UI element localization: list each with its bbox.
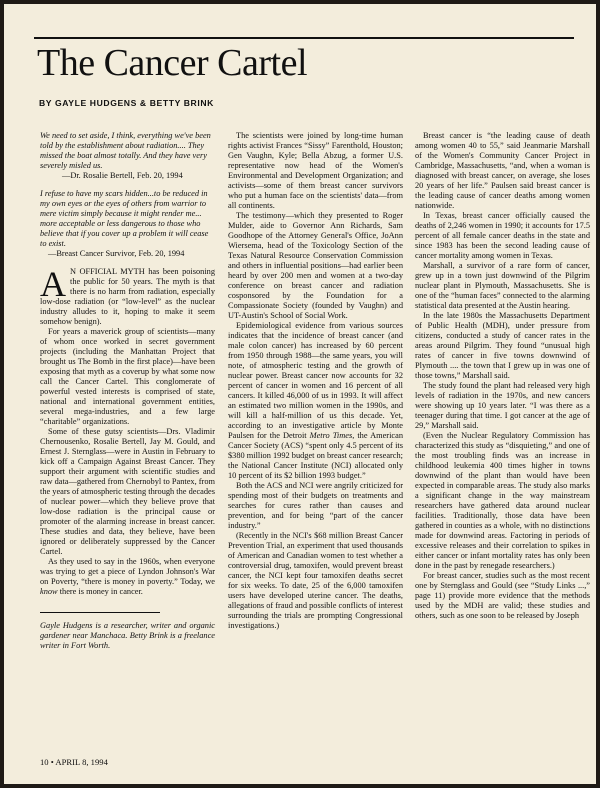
body-paragraph: Both the ACS and NCI were angrily criticized for spending most of their budgets on treatments and searches for cures rather than causes and prevention, and for being “part of the cancer industry.” xyxy=(228,481,403,530)
column-1 xyxy=(40,131,215,651)
body-paragraph: The study found the plant had released very high levels of radiation in the 1970s, and new cancers were showing up 10 years later. “I was there as a teenager during that time. I got cancer at the age of 29,” Marshall said. xyxy=(415,381,590,430)
column-3 xyxy=(415,131,590,621)
drop-cap: A xyxy=(40,264,66,304)
epigraph-attribution: —Breast Cancer Survivor, Feb. 20, 1994 xyxy=(48,249,185,258)
body-paragraph: (Even the Nuclear Regulatory Commission has characterized this study as “disquieting,” and one of the most troubling finds was an increase in childhood leukemia 400 times higher in towns downwind of the plant than would have been expected in comparable areas. The study also marks a significant change in the way mainstream researchers have gathered data around nuclear facilities. Traditionally, those data have been gathered in counties as a whole, with no distinctions made for downwind areas. Factoring in periods of excessive releases and their correlation to spikes in either cancer or infant mortality rates has only been done in the past by renegade researchers.) xyxy=(415,431,590,570)
lead-text: N OFFICIAL MYTH has been poisoning the public for 50 years. The myth is that there is no harm from radiation, especially low-dose radiation (or “low-level” as the nuclear industry alludes to it, hoping to make it seem somehow benign). xyxy=(40,267,215,326)
body-paragraph: (Recently in the NCI's $68 million Breast Cancer Prevention Trial, an experiment that used thousands of American and Canadian women to test whether a controversial drug, tamoxifen, would prevent breast cancer, the NCI kept four tamoxifen deaths secret for six weeks. To date, 25 of the 6,000 tamoxifen users have developed uterine cancer. The deaths, allegations of fraud and possible conflicts of interest surrounding the trials are prompting Congressional investigations.) xyxy=(228,531,403,630)
bio-divider xyxy=(40,612,160,613)
body-paragraph: In the late 1980s the Massachusetts Department of Public Health (MDH), under pressure from citizens, conducted a study of cancer rates in the areas around Pilgrim. They found “unusual high rates of cancer in five towns downwind of Plymouth .... the town that I grew up in was one of those towns,” Marshall said. xyxy=(415,311,590,380)
body-paragraph: Breast cancer is “the leading cause of death among women 40 to 55,” said Jeanmarie Marshall of the Women's Community Cancer Project in Cambridge, Massachusetts, “and, when a woman is diagnosed with breast cancer, on average, she loses 20 years of her life.” Paulsen said breast cancer is the leading cause of cancer deaths among women nationwide. xyxy=(415,131,590,210)
body-paragraph: Marshall, a survivor of a rare form of cancer, grew up in a town just downwind of the Pilgrim nuclear plant in Plymouth, Massachusetts. She is one of the “human faces” connected to the alarming statistical data presented at the Austin hearing. xyxy=(415,261,590,310)
body-paragraph: For breast cancer, studies such as the most recent one by Sternglass and Gould (see “Study Links ...,” page 11) provide more evidence that the methods used by the MDH are valid; these studies and others, such as one soon to be released by Joseph xyxy=(415,571,590,620)
column-2 xyxy=(228,131,403,631)
byline: BY GAYLE HUDGENS & BETTY BRINK xyxy=(39,98,214,108)
epigraph-quote: We need to set aside, I think, everything we've been told by the establishment about radiation.... They missed the boat almost totally. And they have very severely misled us. xyxy=(40,131,211,170)
body-paragraph: For years a maverick group of scientists—many of whom once worked in secret government projects (including the Manhattan Project that brought us The Bomb in the first place)—have been exposing that myth as a coverup by what some now call the Cancer Cartel. This conglomerate of powerful vested interests is comprised of state, national and international government entities, several mega-industries, and a few large “charitable” organizations. xyxy=(40,327,215,426)
body-paragraph: Epidemiological evidence from various sources indicates that the incidence of breast cancer (and male colon cancer) has increased by 60 percent from 1950 through 1988—the same years, you will note, of atmospheric testing and the growth of nuclear power. Breast cancer now accounts for 32 percent of cancer in women and 16 percent of all cancers. It killed 46,000 of us in 1993. It will affect an estimated two million women in the 1990s, and will kill a half-million of us this decade. Yet, according to an investigative article by Monte Paulsen for the Detroit Metro Times, the American Cancer Society (ACS) “spent only 4.5 percent of its $380 million 1992 budget on breast cancer research; the National Cancer Institute (NCI) allocated only 10 percent of its $2 billion 1993 budget.” xyxy=(228,321,403,480)
body-paragraph: In Texas, breast cancer officially caused the deaths of 2,246 women in 1990; it accounts for 17.5 percent of all female cancer deaths in the state and since 1983 has been the second leading cause of cancer mortality among women in Texas. xyxy=(415,211,590,260)
epigraph-2 xyxy=(40,189,215,259)
epigraph-1 xyxy=(40,131,215,181)
body-paragraph: The scientists were joined by long-time human rights activist Frances “Sissy” Farenthold, Houston; Gen Vaughn, Kyle; Bella Abzug, a former U.S. representative now head of the Women's Environmental and Development Organization; and activists—some of them breast cancer survivors who put a human face on the scientists' data—from all continents. xyxy=(228,131,403,210)
body-paragraph: The testimony—which they presented to Roger Mulder, aide to Governor Ann Richards, Sam Goodhope of the Attorney General's Office, JoAnn Wiersema, head of the Toxicology Section of the Texas Natural Resource Conservation Commission and others in influential positions—had earlier been heard by over 200 men and women at a two-day conference on breast cancer and radiation cosponsored by the Foundation for a Compassionate Society (founded by Vaughn) and UT-Austin's School of Social Work. xyxy=(228,211,403,320)
epigraph-attribution: —Dr. Rosalie Bertell, Feb. 20, 1994 xyxy=(62,171,183,180)
page-footer: 10 • APRIL 8, 1994 xyxy=(40,757,108,767)
body-paragraph: As they used to say in the 1960s, when everyone was trying to get a piece of Lyndon Johnson's War on Poverty, “there is money in poverty.” Today, we know there is money in cancer. xyxy=(40,557,215,596)
epigraph-quote: I refuse to have my scars hidden...to be reduced in my own eyes or the eyes of others from warrior to mere victim simply because it might render me... more acceptable or less dangerous to those who believe that if you cover up a problem it will cease to exist. xyxy=(40,189,209,248)
article-title: The Cancer Cartel xyxy=(37,42,308,84)
top-rule xyxy=(34,37,574,39)
author-bio: Gayle Hudgens is a researcher, writer and organic gardener near Manchaca. Betty Brink is a freelance writer in Fort Worth. xyxy=(40,621,215,650)
lead-paragraph xyxy=(40,264,215,327)
body-paragraph: Some of these gutsy scientists—Drs. Vladimir Chernousenko, Rosalie Bertell, Jay M. Gould, and Ernest J. Sternglass—were in Austin in February to kick off a Campaign Against Breast Cancer. They support their argument with scientific studies and raw data—gathered from Chernobyl to Pantex, from the years of atmospheric testing through the decades of nuclear power—which they believe prove that low-dose radiation is the principal cause or promoter of the alarming increase in breast cancer. These studies and data, they believe, have been ignored or deliberately suppressed by the Cancer Cartel. xyxy=(40,427,215,556)
